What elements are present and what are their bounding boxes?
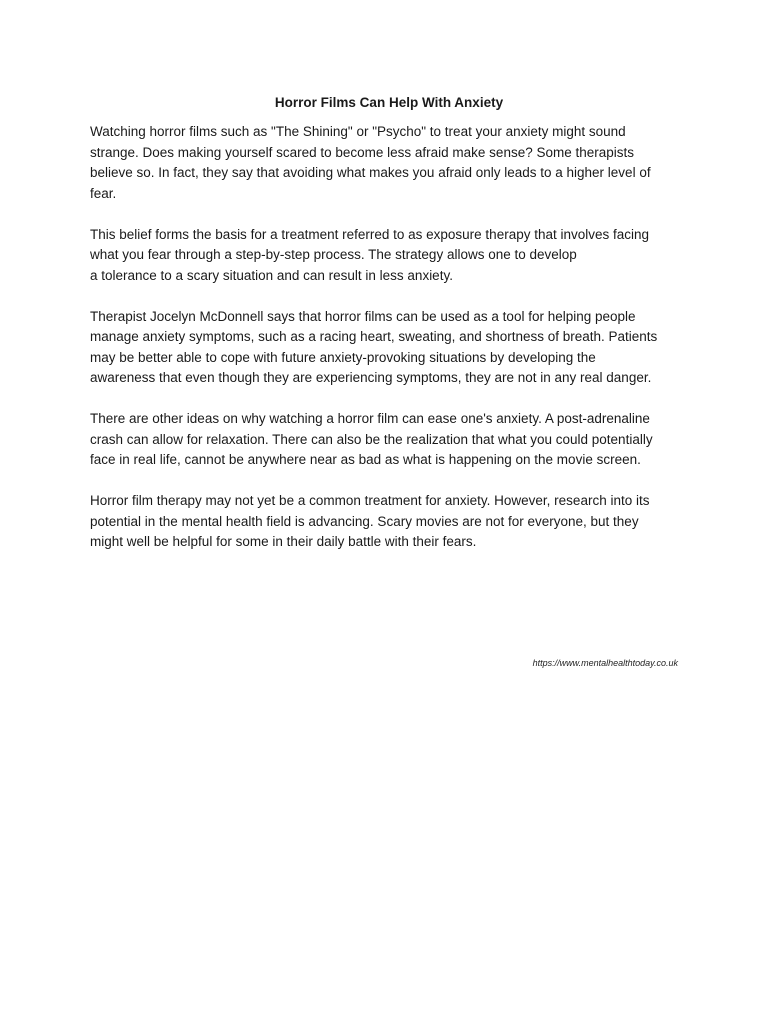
paragraph-line: might well be helpful for some in their daily battle with their fears.	[90, 534, 477, 549]
source-link[interactable]: https://www.mentalhealthtoday.co.uk	[532, 658, 678, 668]
paragraph-line: believe so. In fact, they say that avoiding what makes you afraid only leads to a higher level of	[90, 165, 651, 180]
paragraph-2	[90, 225, 692, 287]
paragraph-line: potential in the mental health field is advancing. Scary movies are not for everyone, but they	[90, 513, 639, 529]
document-title: Horror Films Can Help With Anxiety	[274, 95, 504, 110]
paragraph-line: face in real life, cannot be anywhere near as bad as what is happening on the movie screen.	[90, 452, 641, 467]
paragraph-line: manage anxiety symptoms, such as a racing heart, sweating, and shortness of breath. Patients	[90, 329, 658, 344]
paragraph-4	[90, 409, 692, 471]
paragraph-line: Therapist Jocelyn McDonnell says that horror films can be used as a tool for helping people	[90, 308, 636, 324]
document-body	[90, 122, 692, 573]
paragraph-1	[90, 122, 692, 204]
paragraph-5	[90, 491, 692, 553]
paragraph-line: crash can allow for relaxation. There can also be the realization that what you could potentially	[90, 431, 653, 447]
paragraph-line: fear.	[90, 185, 117, 201]
paragraph-line: There are other ideas on why watching a horror film can ease one's anxiety. A post-adrenaline	[90, 411, 650, 426]
paragraph-line: This belief forms the basis for a treatment referred to as exposure therapy that involves facing	[90, 226, 650, 242]
paragraph-3	[90, 307, 692, 389]
paragraph-line: a tolerance to a scary situation and can result in less anxiety.	[90, 267, 453, 283]
paragraph-line: may be better able to cope with future anxiety-provoking situations by developing the	[90, 349, 596, 365]
paragraph-line: Horror film therapy may not yet be a common treatment for anxiety. However, research into its	[90, 493, 650, 508]
paragraph-line: awareness that even though they are experiencing symptoms, they are not in any real danger.	[90, 370, 652, 385]
paragraph-line: what you fear through a step-by-step process. The strategy allows one to develop	[90, 247, 577, 262]
paragraph-line: strange. Does making yourself scared to become less afraid make sense? Some therapists	[90, 144, 635, 160]
paragraph-line: Watching horror films such as "The Shining" or "Psycho" to treat your anxiety might sound	[90, 124, 626, 139]
